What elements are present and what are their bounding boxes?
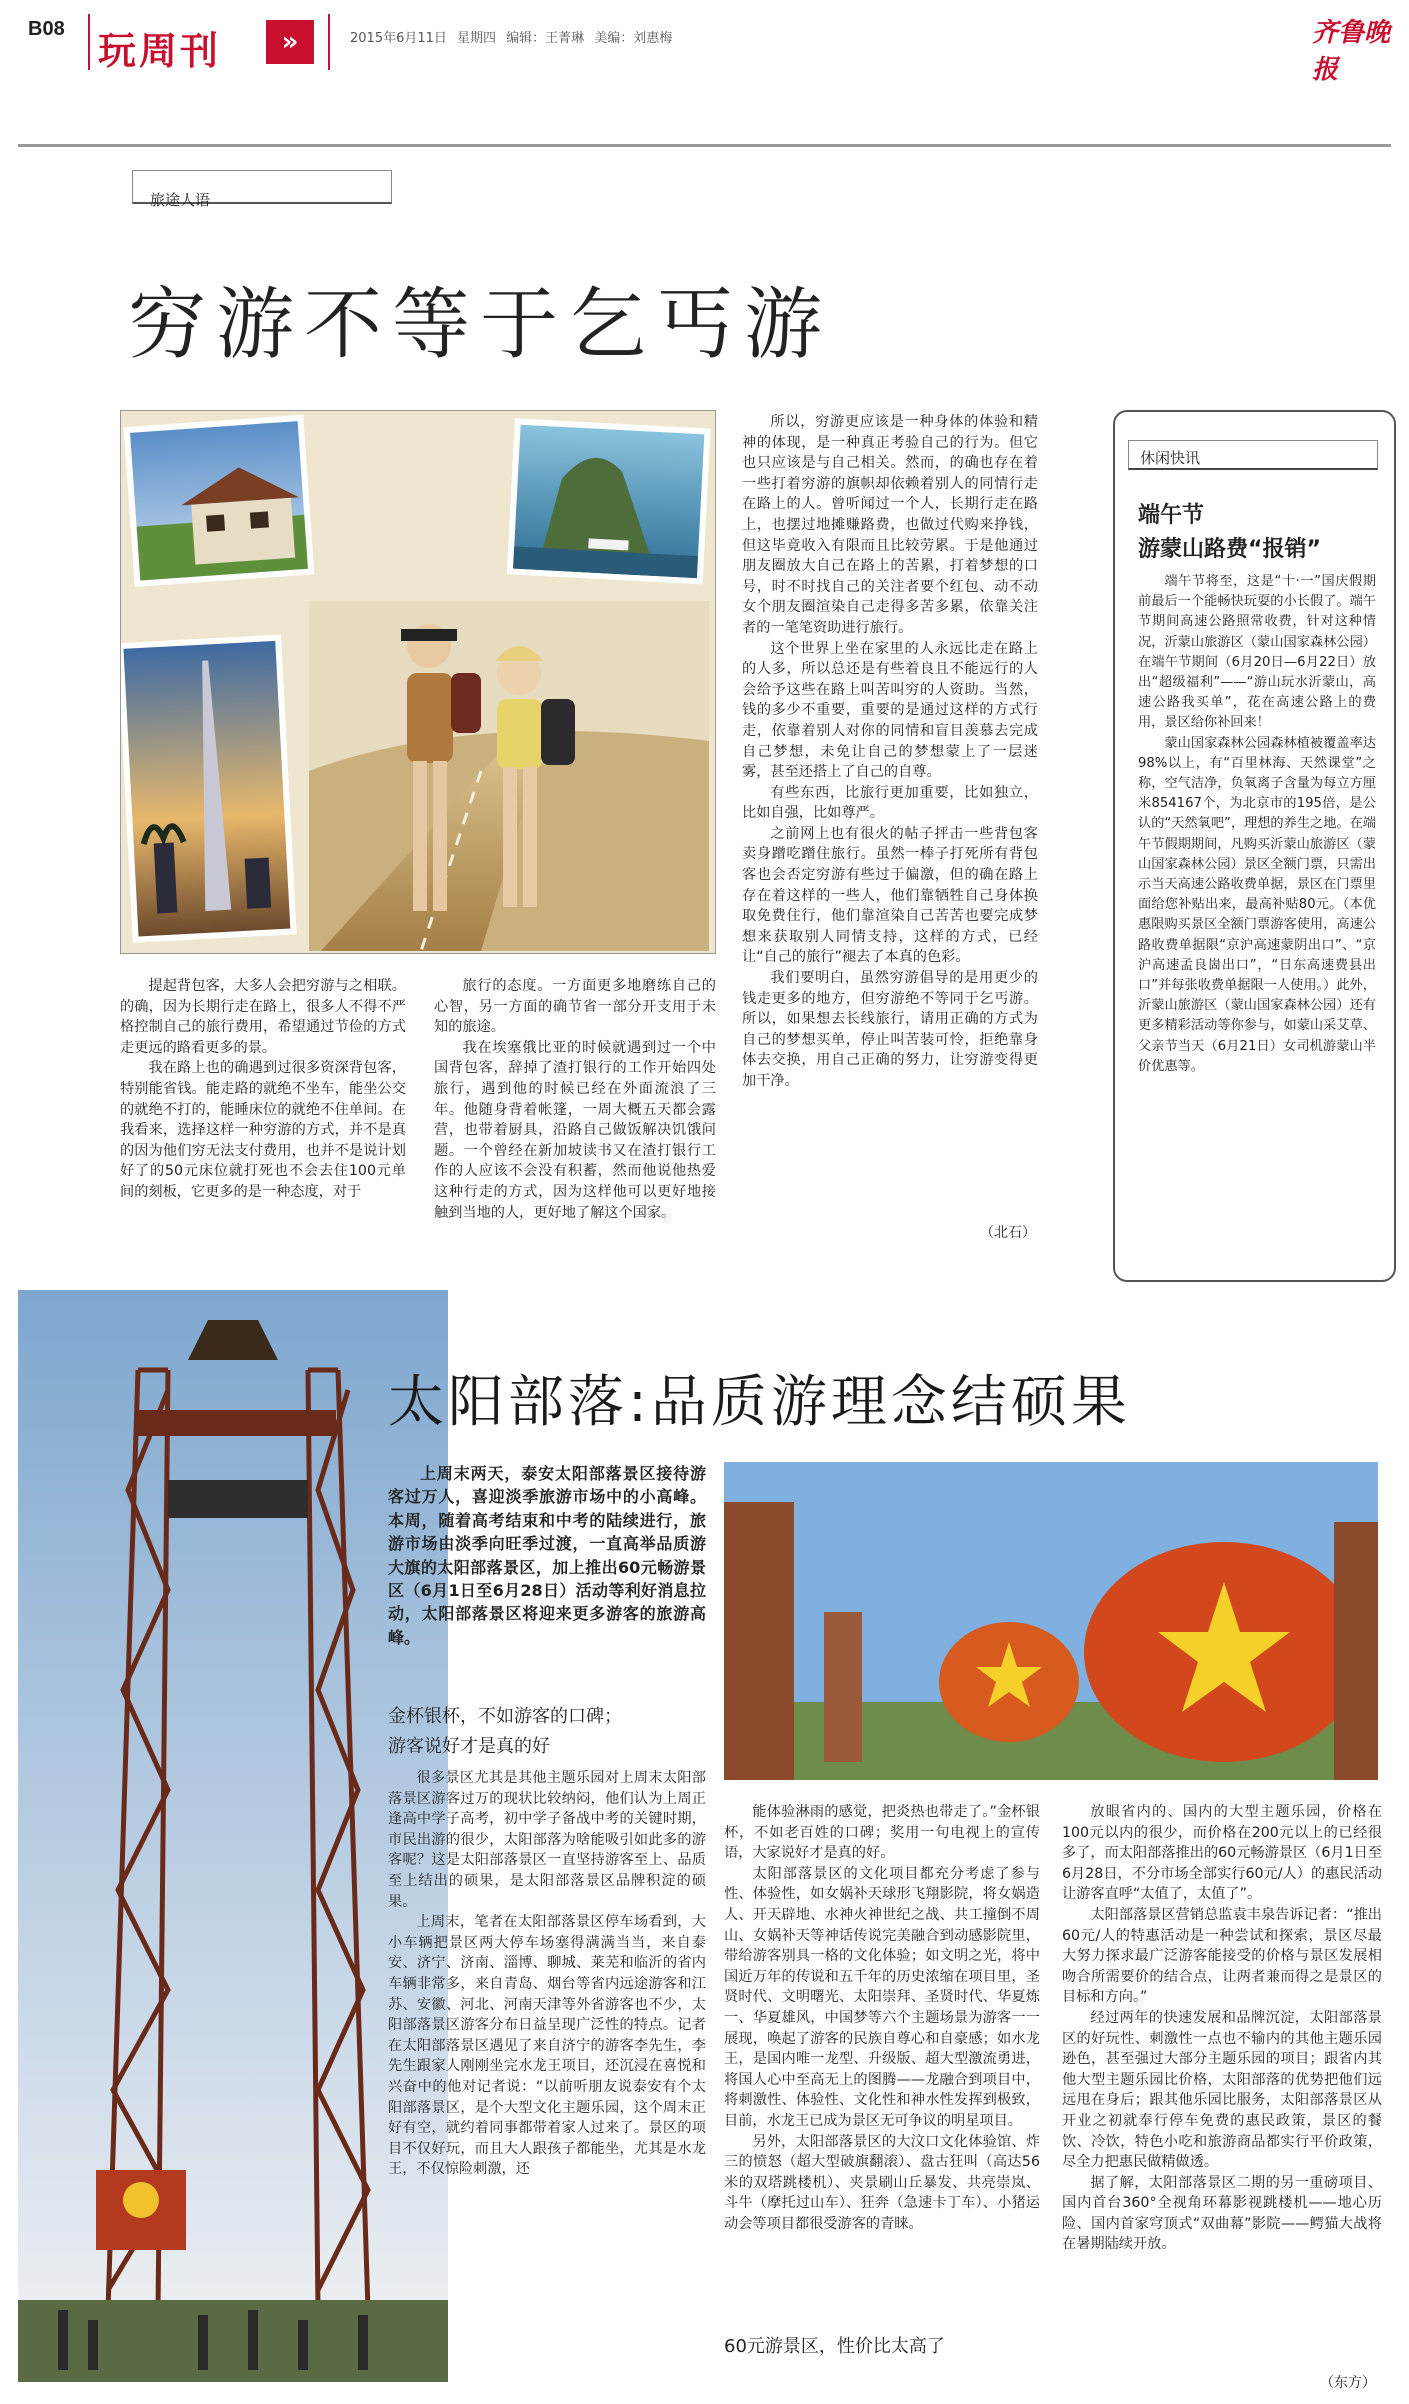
main-article-paragraph: 这个世界上坐在家里的人永远比走在路上的人多，所以总还是有些着良且不能远行的人会给予这些在路上叫苦叫穷的人资助。当然，钱的多少不重要，重要的是通过这样的方式行走，依靠着别人对你的同情和盲目羡慕去完成自己梦想，未免让自己的梦想蒙上了一层迷雾，甚至还搭上了自己的自尊。 xyxy=(742,640,1038,781)
header-divider xyxy=(88,14,90,70)
drop-tower-photo xyxy=(18,1290,448,2382)
header-divider xyxy=(328,14,330,70)
main-article-column-1 xyxy=(120,976,406,1203)
feature-paragraph: 很多景区尤其是其他主题乐园对上周末太阳部落景区游客过万的现状比较纳闷，他们认为上周正逢高中学子高考，初中学子备战中考的关键时期，市民出游的很少，太阳部落为啥能吸引如此多的游客呢？这是太阳部落景区一直坚持游客至上、品质至上结出的硕果，是太阳部落景区品牌积淀的硕果。 xyxy=(388,1770,706,1910)
sidebar-label: 休闲快讯 xyxy=(1140,449,1201,467)
page-number: B08 xyxy=(28,18,65,40)
main-article-paragraph: 之前网上也有很火的帖子抨击一些背包客卖身蹭吃蹭住旅行。虽然一棒子打死所有背包客也会否定穷游有些过于偏激，但的确在路上存在着这样的一些人，他们靠牺牲自己身体换取免费住行，他们靠渲染自己苦苦也要完成梦想来获取别人同情支持，这样的方式，已经让“自己的旅行”褪去了本真的色彩。 xyxy=(742,825,1038,966)
feature-column-1 xyxy=(388,1768,706,2180)
main-article-paragraph: 提起背包客，大多人会把穷游与之相联。的确，因为长期行走在路上，很多人不得不严格控制自己的旅行费用，希望通过节俭的方式走更远的路看更多的景。 xyxy=(120,978,406,1056)
main-byline: （北石） xyxy=(980,1225,1036,1241)
sidebar-body xyxy=(1138,572,1376,1077)
feature-column-3 xyxy=(1062,1802,1382,2255)
main-article-paragraph: 有些东西，比旅行更加重要，比如独立，比如自强，比如尊严。 xyxy=(742,784,1038,822)
feature-paragraph: 能体验淋雨的感觉，把炎热也带走了。”金杯银杯，不如老百姓的口碑；奖用一句电视上的宣传语，大家说好才是真的好。 xyxy=(724,1804,1040,1862)
feature-paragraph: 放眼省内的、国内的大型主题乐园，价格在100元以内的很少，而价格在200元以上的已经很多了，而太阳部落推出的60元畅游景区（6月1日至6月28日，不分市场全部实行60元/人）的惠民活动让游客直呼“太值了，太值了”。 xyxy=(1062,1804,1382,1903)
feature-paragraph: 另外，太阳部落景区的大汶口文化体验馆、炸三的愤怒（超大型破旗翻滚）、盘古狂叫（高达56米的双塔跳楼机）、夹景刷山丘暴发、共亮崇岚、斗牛（摩托过山车）、狂奔（急速卡丁车）、小猪运动会等项目都很受游客的青睐。 xyxy=(724,2133,1040,2232)
sidebar-subtitle: 游蒙山路费“报销” xyxy=(1138,537,1321,562)
sun-tribe-photo xyxy=(724,1462,1378,1780)
main-headline: 穷游不等于乞丐游 xyxy=(128,280,833,370)
feature-lead xyxy=(388,1462,706,1649)
arrows-icon: » xyxy=(266,20,314,64)
feature-column-2 xyxy=(724,1802,1040,2234)
main-article-paragraph: 我们要明白，虽然穷游倡导的是用更少的钱走更多的地方，但穷游绝不等同于乞丐游。所以，如果想去长线旅行，请用正确的方式为自己的梦想买单，停止叫苦装可怜，拒绝靠身体去交换，用自己正确的努力，让穷游变得更加干净。 xyxy=(742,970,1038,1089)
feature-paragraph: 太阳部落景区的文化项目都充分考虑了参与性、体验性，如女娲补天球形飞翔影院，将女娲造人、开天辟地、水神火神世纪之战、共工撞倒不周山、女娲补天等神话传说完美融合到动感影院里，带给游客别具一格的文化体验；如文明之光，将中国近万年的传说和五千年的历史浓缩在项目里，圣贤时代、文明曙光、太阳崇拜、圣贤时代、华夏炼一、华夏雄风，中国梦等六个主题场景为游客一一展现，唤起了游客的民族自尊心和自豪感；如水龙王，是国内唯一龙型、升级版、超大型激流勇进，将国人心中至高无上的图腾——龙融合到项目中，将刺激性、体验性、文化性和神水性发挥到极致，目前，水龙王已成为景区无可争议的明星项目。 xyxy=(724,1865,1040,2129)
sidebar-paragraph: 端午节将至，这是“十·一”国庆假期前最后一个能畅快玩耍的小长假了。端午节期间高速公路照常收费，针对这种情况，沂蒙山旅游区（蒙山国家森林公园）在端午节期间（6月20日—6月22日）放出“超级福利”——“游山玩水沂蒙山，高速公路我买单”，花在高速公路上的费用，景区给你补回来！ xyxy=(1138,574,1376,731)
main-article-column-3 xyxy=(742,412,1038,1092)
section-title: 玩周刊 xyxy=(98,29,222,73)
main-article-paragraph: 我在埃塞俄比亚的时候就遇到过一个中国背包客，辞掉了渣打银行的工作开始四处旅行，遇到他的时候已经在外面流浪了三年。他随身背着帐篷，一周大概五天都会露营，也带着厨具，沿路自己做饭解决饥饿问题。一个曾经在新加坡读书又在渣打银行工作的人应该不会没有积蓄，然而他说他热爱这种行走的方式，因为这样他可以更好地接触到当地的人，更好地了解这个国家。 xyxy=(434,1039,716,1221)
main-article-paragraph: 旅行的态度。一方面更多地磨练自己的心智，另一方面的确节省一部分开支用于未知的旅途。 xyxy=(434,978,716,1036)
main-article-paragraph: 我在路上也的确遇到过很多资深背包客，特别能省钱。能走路的就绝不坐车，能坐公交的就绝不打的，能睡床位的就绝不住单间。在我看来，选择这样一种穷游的方式，并不是真的因为他们穷无法支付费用，也并不是说计划好了的50元床位就打死也不会去住100元单间的刻板，它更多的是一种态度，对于 xyxy=(120,1060,406,1200)
feature-paragraph: 据了解，太阳部落景区二期的另一重磅项目、国内首台360°全视角环幕影视跳楼机——地心历险、国内首家穹顶式“双曲幕”影院——鳄猫大战将在暑期陆续开放。 xyxy=(1062,2174,1382,2253)
feature-paragraph: 太阳部落景区营销总监袁丰泉告诉记者：“推出60元/人的特惠活动是一种尝试和探索，景区尽最大努力探求最广泛游客能接受的价格与景区发展相吻合所需要价的结合点，让两者兼而得之是景区的目标和方向。” xyxy=(1062,1906,1382,2006)
feature-lead-paragraph: 上周末两天，泰安太阳部落景区接待游客过万人，喜迎淡季旅游市场中的小高峰。本周，随着高考结束和中考的陆续进行，旅游市场由淡季向旺季过渡，一直高举品质游大旗的太阳部落景区，加上推出60元畅游景区（6月1日至6月28日）活动等利好消息拉动，太阳部落景区将迎来更多游客的旅游高峰。 xyxy=(388,1464,706,1647)
feature-headline: 太阳部落:品质游理念结硕果 xyxy=(388,1370,1131,1435)
feature-paragraph: 经过两年的快速发展和品牌沉淀，太阳部落景区的好玩性、刺激性一点也不输内的其他主题乐园逊色，甚至强过大部分主题乐园的项目；跟省内其他大型主题乐园比价格，太阳部落的优势把他们远远甩在身后；跟其他乐园比服务，太阳部落景区从开业之初就奉行停车免费的惠民政策，景区的餐饮、冷饮，特色小吃和旅游商品都实行平价政策，尽全力把惠民做精做透。 xyxy=(1062,2009,1382,2171)
issue-meta: 2015年6月11日 星期四 编辑：王菁琳 美编：刘惠梅 xyxy=(350,31,673,46)
sidebar-paragraph: 蒙山国家森林公园森林植被覆盖率达98%以上，有“百里林海、天然课堂”之称，空气洁净，负氧离子含量为每立方厘米854167个，为北京市的195倍，是公认的“天然氧吧”，理想的养生之地。在端午节假期期间，凡购买沂蒙山旅游区（蒙山国家森林公园）景区全额门票，只需出示当天高速公路收费单据，景区在门票里面给您补贴出来，最高补贴80元。（本优惠限购买景区全额门票游客使用，高速公路收费单据限“京沪高速蒙阴出口”、“京沪高速孟良崮出口”，“日东高速费县出口”并每张收费单据限一人使用。）此外，沂蒙山旅游区（蒙山国家森林公园）还有更多精彩活动等你参与，如蒙山采艾草、父亲节当天（6月21日）女司机游蒙山半价优惠等。 xyxy=(1138,735,1376,1074)
masthead-logo: 齐鲁晚报 xyxy=(1312,18,1391,85)
feature-byline: （东方） xyxy=(1320,2375,1376,2391)
column-label: 旅途人语 xyxy=(150,191,211,209)
header-rule xyxy=(18,144,1391,147)
feature-paragraph: 上周末，笔者在太阳部落景区停车场看到，大小车辆把景区两大停车场塞得满满当当，来自泰安、济宁、济南、淄博、聊城、莱芜和临沂的省内车辆非常多，来自青岛、烟台等省内远途游客和江苏、安徽、河北、河南天津等外省游客也不少，太阳部落景区游客分布日益呈现广泛性的特点。记者在太阳部落景区遇见了来自济宁的游客李先生，李先生跟家人刚刚坐完水龙王项目，还沉浸在喜悦和兴奋中的他对记者说：“以前听朋友说泰安有个太阳部落景区，是个大型文化主题乐园，这个周末正好有空，就约着同事都带着家人过来了。景区的项目不仅好玩，而且大人跟孩子都能坐，尤其是水龙王，不仅惊险刺激，还 xyxy=(388,1914,706,2178)
travel-photo-collage xyxy=(120,410,716,954)
main-article-column-2 xyxy=(434,976,716,1223)
main-article-paragraph: 所以，穷游更应该是一种身体的体验和精神的体现，是一种真正考验自己的行为。但它也只应该是与自己相关。然而，的确也存在着一些打着穷游的旗帜却依赖着别人的同情行走在路上的人。曾听闻过一个人，长期行走在路上，也摆过地摊赚路费，也做过代购来挣钱，但这毕竟收入有限而且比较劳累。于是他通过朋友圈放大自己在路上的苦累，打着梦想的口号，时不时找自己的关注者要个红包、动不动女个朋友圈渲染自己走得多苦多累，依靠关注者的一笔笔资助进行旅行。 xyxy=(742,414,1038,636)
feature-subheading: 金杯银杯，不如游客的口碑； xyxy=(388,1706,622,1727)
feature-subheading: 游客说好才是真的好 xyxy=(388,1736,550,1757)
feature-subheading: 60元游景区，性价比太高了 xyxy=(724,2336,945,2357)
sidebar-title: 端午节 xyxy=(1138,503,1205,528)
